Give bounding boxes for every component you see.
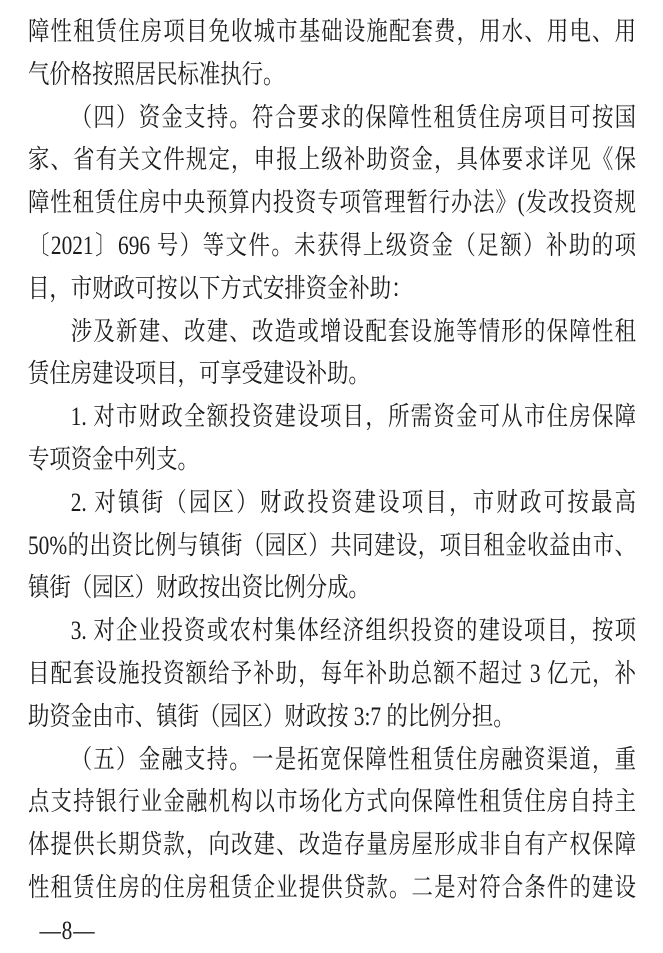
text-line: 体提供长期贷款，向改建、改造存量房屋形成非自有产权保障 — [28, 830, 636, 860]
text-line — [28, 97, 636, 140]
text-line: 镇街（园区）财政按出资比例分成。 — [28, 573, 370, 603]
text-line: 目，市财政可按以下方式安排资金补助： — [28, 273, 413, 303]
text-line: 涉及新建、改建、改造或增设配套设施等情形的保障性租 — [70, 316, 636, 346]
text-line: 点支持银行业金融机构以市场化方式向保障性租赁住房自持主 — [28, 787, 636, 817]
text-line: 障性租赁住房项目免收城市基础设施配套费，用水、用电、用 — [28, 17, 636, 46]
text-span: 一是拓宽保障性租赁住房融资渠道，重 — [252, 744, 636, 774]
text-line-item-3: 3. 对企业投资或农村集体经济组织投资的建设项目，按项 — [70, 616, 636, 646]
text-line: 〔2021〕696 号）等文件。未获得上级资金（足额）补助的项 — [28, 230, 636, 260]
section-heading-4: （四）资金支持。 — [70, 102, 253, 132]
text-line-item-1: 1. 对市财政全额投资建设项目，所需资金可从市住房保障 — [70, 402, 636, 432]
document-body — [28, 11, 636, 953]
text-line: 50%的出资比例与镇街（园区）共同建设，项目租金收益由市、 — [28, 530, 636, 560]
text-line: 气价格按照居民标准执行。 — [28, 59, 285, 89]
text-span: 符合要求的保障性租赁住房项目可按国 — [252, 102, 636, 132]
text-line: 专项资金中列支。 — [28, 444, 199, 474]
text-line: 助资金由市、镇街（园区）财政按 3:7 的比例分担。 — [28, 701, 515, 731]
text-line: 家、省有关文件规定，申报上级补助资金，具体要求详见《保 — [28, 145, 636, 175]
text-line — [28, 739, 636, 782]
text-line: 障性租赁住房中央预算内投资专项管理暂行办法》(发改投资规 — [28, 188, 636, 218]
section-heading-5: （五）金融支持。 — [70, 744, 253, 774]
text-line-item-2: 2. 对镇街（园区）财政投资建设项目，市财政可按最高 — [70, 487, 636, 517]
text-line: 目配套设施投资额给予补助，每年补助总额不超过 3 亿元，补 — [28, 658, 636, 688]
text-line: 性租赁住房的住房租赁企业提供贷款。二是对符合条件的建设 — [28, 872, 636, 902]
page-number: —8— — [39, 915, 96, 945]
text-line: 赁住房建设项目，可享受建设补助。 — [28, 359, 370, 389]
